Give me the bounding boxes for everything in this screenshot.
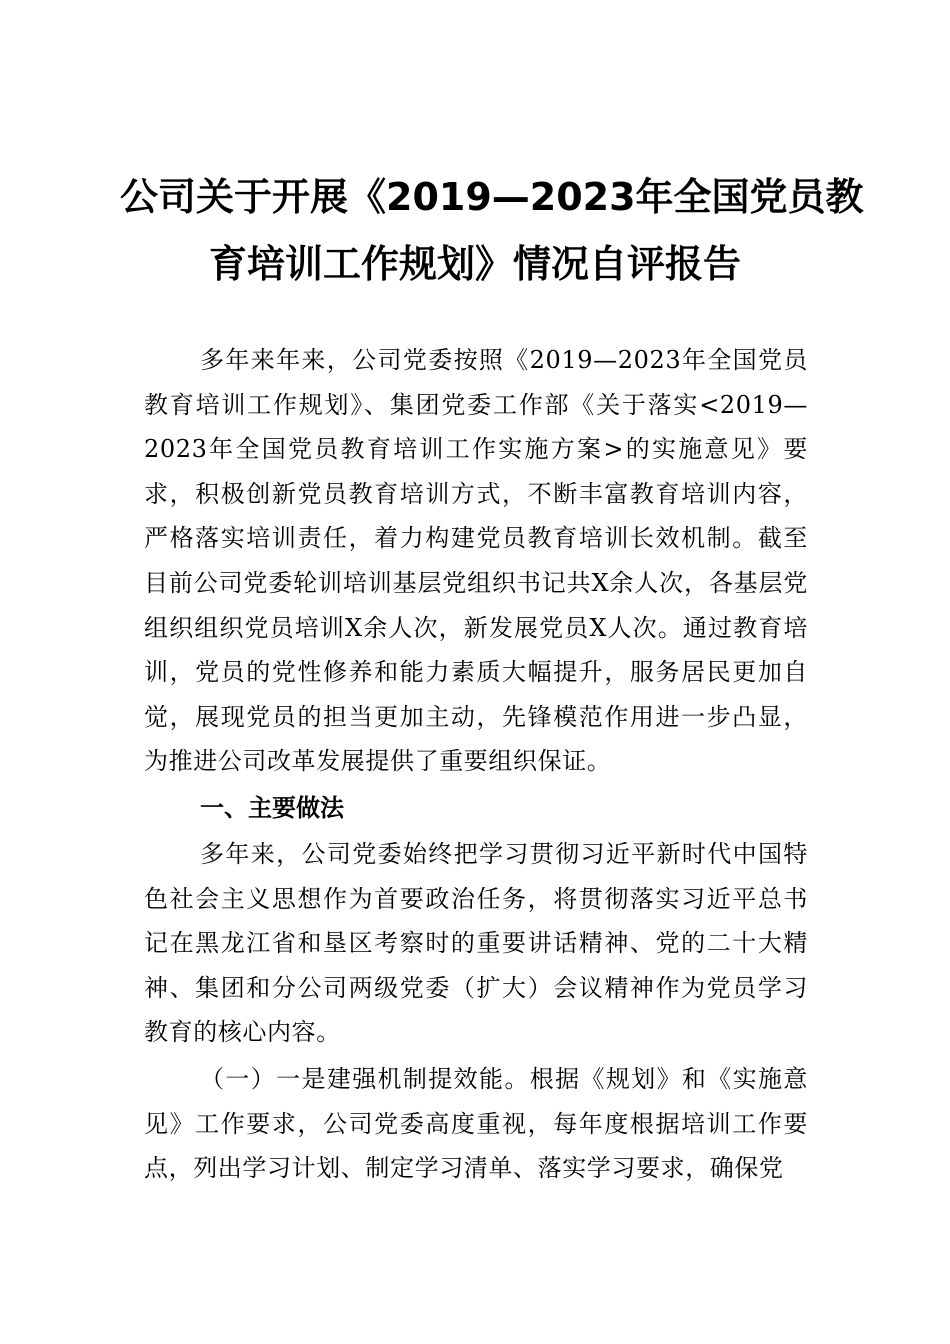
paragraph-intro: 多年来年来，公司党委按照《2019—2023年全国党员教育培训工作规划》、集团党委工作部《关于落实<2019—2023年全国党员教育培训工作实施方案>的实施意见》要求，积极创新党员教育培训方式，不断丰富教育培训内容，严格落实培训责任，着力构建党员教育培训长效机制。截至目前公司党委轮训培训基层党组织书记共X余人次，各基层党组织组织党员培训X余人次，新发展党员X人次。通过教育培训，党员的党性修养和能力素质大幅提升，服务居民更加自觉，展现党员的担当更加主动，先锋模范作用进一步凸显，为推进公司改革发展提供了重要组织保证。 <box>144 346 808 776</box>
paragraph-mechanism: （一）一是建强机制提效能。根据《规划》和《实施意见》工作要求，公司党委高度重视，每年度根据培训工作要点，列出学习计划、制定学习清单、落实学习要求，确保党 <box>144 1065 808 1183</box>
document-title-line-1: 公司关于开展《2019—2023年全国党员教 <box>120 175 864 219</box>
document-title-line-2: 育培训工作规划》情况自评报告 <box>208 242 741 286</box>
section-heading-main-practices: 一、主要做法 <box>200 794 344 822</box>
paragraph-main-practices: 多年来，公司党委始终把学习贯彻习近平新时代中国特色社会主义思想作为首要政治任务，将贯彻落实习近平总书记在黑龙江省和垦区考察时的重要讲话精神、党的二十大精神、集团和分公司两级党委（扩大）会议精神作为党员学习教育的核心内容。 <box>144 840 808 1047</box>
